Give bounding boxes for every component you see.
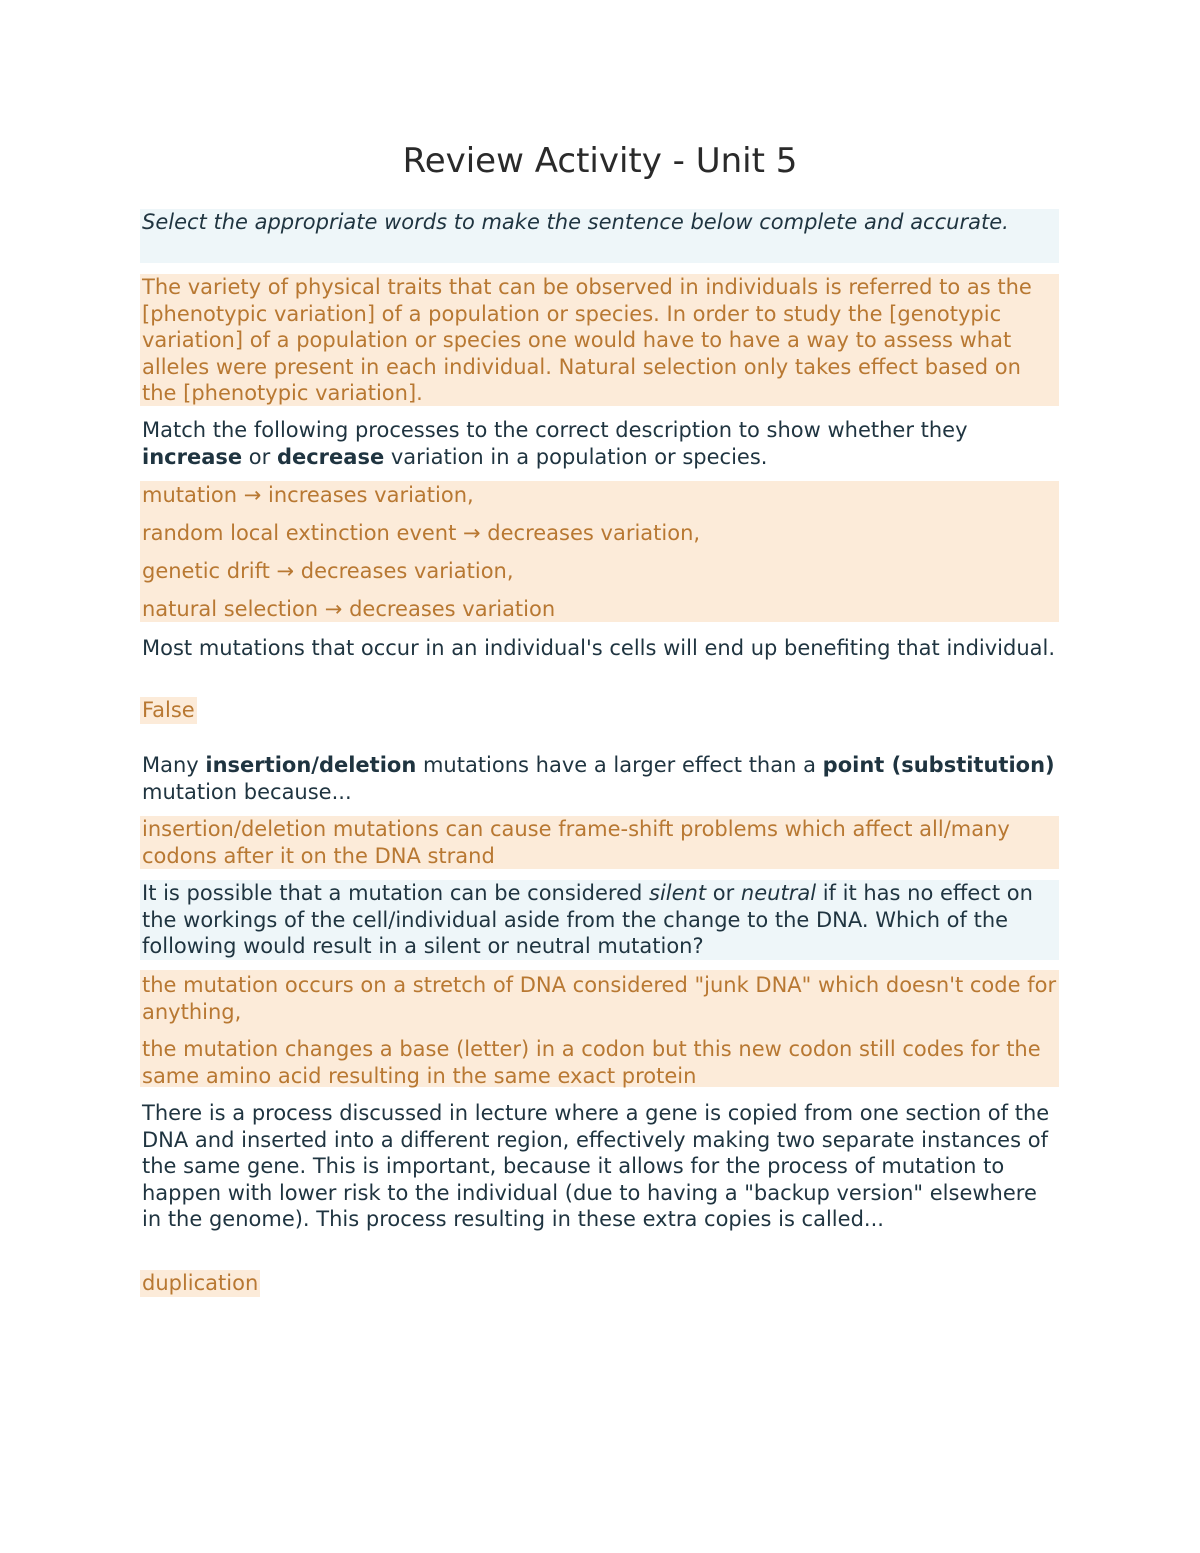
- question-5-prompt-text-2: or: [706, 881, 741, 905]
- question-2-keyword-decrease: decrease: [276, 444, 385, 469]
- question-2-prompt-text-3: variation in a population or species.: [384, 444, 768, 469]
- list-item: natural selection → decreases variation: [142, 597, 556, 621]
- question-3-answer: False: [142, 698, 195, 722]
- question-5-prompt-text-1: It is possible that a mutation can be considered: [142, 881, 649, 905]
- document-title: Review Activity - Unit 5: [402, 141, 798, 181]
- question-2-prompt: [140, 417, 1059, 470]
- question-4-prompt-text-2: mutations have a larger effect than a: [416, 753, 823, 777]
- question-1-answer: The variety of physical traits that can be observed in individuals is referred to as the [phenotypic variation] of a population or species. In order to study the [genotypic variation] of a population or species one would have to have a way to assess what alleles were present in each individual. Natural selection only takes effect based on the [phenotypic variation].: [140, 274, 1059, 406]
- question-4-prompt: [140, 752, 1059, 805]
- question-3-prompt: Most mutations that occur in an individual's cells will end up benefiting that individual.: [142, 636, 1056, 660]
- list-item: the mutation changes a base (letter) in a codon but this new codon still codes for the same amino acid resulting in the same exact protein: [142, 1037, 1041, 1088]
- list-item: mutation → increases variation,: [142, 483, 474, 507]
- list-item: genetic drift → decreases variation,: [142, 559, 514, 583]
- question-2-prompt-text-2: or: [242, 444, 277, 469]
- question-2-answer-list: [140, 481, 1059, 622]
- question-4-prompt-text-1: Many: [142, 753, 206, 777]
- list-item: random local extinction event → decreases variation,: [142, 521, 701, 545]
- question-3-answer-wrap: [140, 697, 1059, 724]
- question-4-keyword-point: point (substitution): [822, 753, 1055, 777]
- question-6-answer-wrap: [140, 1270, 1059, 1297]
- question-4-prompt-text-3: mutation because...: [142, 779, 352, 804]
- question-5-term-neutral: neutral: [740, 881, 817, 905]
- question-2-prompt-text-1: Match the following processes to the correct description to show whether they: [142, 418, 968, 442]
- question-6-prompt: There is a process discussed in lecture where a gene is copied from one section of the DNA and inserted into a different region, effectively making two separate instances of the same gene. This is important, because it allows for the process of mutation to happen with lower risk to the individual (due to having a "backup version" elsewhere in the genome). This process resulting in these extra copies is called...: [142, 1101, 1050, 1231]
- question-5-prompt-text-3: if it has no effect on the workings of the cell/individual aside from the change to the DNA. Which of the following would result in a silent or neutral mutation?: [142, 881, 1033, 958]
- question-1-prompt: Select the appropriate words to make the sentence below complete and accurate.: [140, 209, 1059, 263]
- question-4-keyword-insertion-deletion: insertion/deletion: [205, 753, 417, 777]
- question-5-prompt: [140, 880, 1059, 960]
- question-4-answer: insertion/deletion mutations can cause frame-shift problems which affect all/many codons after it on the DNA strand: [140, 816, 1059, 869]
- list-item: the mutation occurs on a stretch of DNA considered "junk DNA" which doesn't code for anything,: [142, 973, 1057, 1024]
- question-5-term-silent: silent: [649, 881, 707, 905]
- question-2-keyword-increase: increase: [142, 444, 243, 469]
- question-6-answer: duplication: [142, 1271, 259, 1295]
